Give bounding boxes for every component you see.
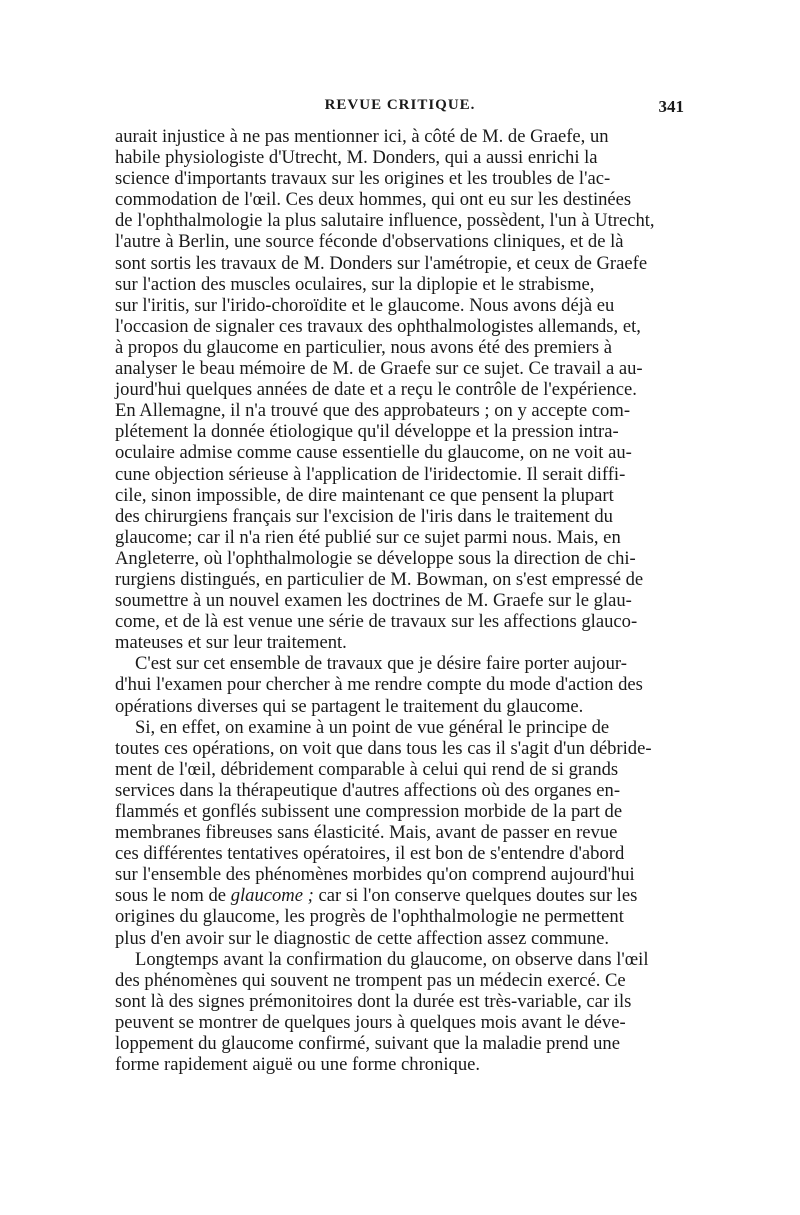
text-line: peuvent se montrer de quelques jours à quelques mois avant le déve- <box>115 1011 626 1033</box>
text-line: plétement la donnée étiologique qu'il développe et la pression intra- <box>115 421 619 443</box>
text-line: sur l'iritis, sur l'irido-choroïdite et le glaucome. Nous avons déjà eu <box>115 294 615 316</box>
text-line: rurgiens distingués, en particulier de M. Bowman, on s'est empressé de <box>115 568 644 590</box>
running-title: REVUE CRITIQUE. <box>324 97 476 113</box>
text-line: des chirurgiens français sur l'excision de l'iris dans le traitement du <box>115 505 613 527</box>
text-line: analyser le beau mémoire de M. de Graefe sur ce sujet. Ce travail a au- <box>115 358 643 380</box>
page-number: 341 <box>658 97 684 116</box>
text-line: Longtemps avant la confirmation du glaucome, on observe dans l'œil <box>135 948 649 970</box>
text-line: opérations diverses qui se partagent le traitement du glaucome. <box>115 695 584 717</box>
text-line: Si, en effet, on examine à un point de vue général le principe de <box>135 716 610 738</box>
paragraph-3 <box>115 717 685 949</box>
text-line: science d'importants travaux sur les origines et les troubles de l'ac- <box>115 168 611 190</box>
text-line: En Allemagne, il n'a trouvé que des approbateurs ; on y accepte com- <box>115 400 631 422</box>
text-line: cile, sinon impossible, de dire maintenant ce que pensent la plupart <box>115 484 614 506</box>
text-line: mateuses et sur leur traitement. <box>115 632 347 654</box>
paragraph-1 <box>115 126 685 653</box>
text-line: come, et de là est venue une série de travaux sur les affections glauco- <box>115 611 638 633</box>
text-line: des phénomènes qui souvent ne trompent pas un médecin exercé. Ce <box>115 969 626 991</box>
text-line: commodation de l'œil. Ces deux hommes, qui ont eu sur les destinées <box>115 189 632 211</box>
text-line: habile physiologiste d'Utrecht, M. Donders, qui a aussi enrichi la <box>115 147 598 169</box>
text-line: sont sortis les travaux de M. Donders sur l'amétropie, et ceux de Graefe <box>115 252 648 274</box>
text-line: à propos du glaucome en particulier, nous avons été des premiers à <box>115 336 612 358</box>
text-line: flammés et gonflés subissent une compression morbide de la part de <box>115 801 623 822</box>
text-line: glaucome; car il n'a rien été publié sur ce sujet parmi nous. Mais, en <box>115 526 621 548</box>
text-line: soumettre à un nouvel examen les doctrines de M. Graefe sur le glau- <box>115 590 632 612</box>
text-line: ces différentes tentatives opératoires, il est bon de s'entendre d'abord <box>115 843 625 865</box>
text-line: de l'ophthalmologie la plus salutaire influence, possèdent, l'un à Utrecht, <box>115 210 655 232</box>
text-line: origines du glaucome, les progrès de l'ophthalmologie ne permettent <box>115 906 624 928</box>
italic-term: glaucome ; <box>230 885 314 907</box>
text-line: aurait injustice à ne pas mentionner ici, à côté de M. de Graefe, un <box>115 126 609 147</box>
text-line: ment de l'œil, débridement comparable à celui qui rend de si grands <box>115 758 619 780</box>
text-line: jourd'hui quelques années de date et a reçu le contrôle de l'expérience. <box>115 379 637 401</box>
text-line: sont là des signes prémonitoires dont la durée est très-variable, car ils <box>115 990 632 1012</box>
text-line: sur l'action des muscles oculaires, sur la diplopie et le strabisme, <box>115 273 595 295</box>
text-line: l'occasion de signaler ces travaux des ophthalmologistes allemands, et, <box>115 315 641 337</box>
text-line: sur l'ensemble des phénomènes morbides qu'on comprend aujourd'hui <box>115 864 635 886</box>
text-fragment: car si l'on conserve quelques doutes sur les <box>313 885 638 907</box>
paragraph-4 <box>115 949 685 1076</box>
text-line-with-italic <box>115 885 685 906</box>
text-line: services dans la thérapeutique d'autres affections où des organes en- <box>115 779 621 801</box>
text-line: Angleterre, où l'ophthalmologie se développe sous la direction de chi- <box>115 547 636 569</box>
text-line: membranes fibreuses sans élasticité. Mais, avant de passer en revue <box>115 822 618 844</box>
text-line: cune objection sérieuse à l'application de l'iridectomie. Il serait diffi- <box>115 463 626 485</box>
text-fragment: sous le nom de <box>115 885 231 907</box>
body-text <box>115 126 685 1075</box>
text-line: loppement du glaucome confirmé, suivant que la maladie prend une <box>115 1033 620 1055</box>
text-line: forme rapidement aiguë ou une forme chronique. <box>115 1054 481 1076</box>
paragraph-2 <box>115 653 685 716</box>
text-line: toutes ces opérations, on voit que dans tous les cas il s'agit d'un débride- <box>115 737 652 759</box>
text-line: plus d'en avoir sur le diagnostic de cette affection assez commune. <box>115 927 610 949</box>
text-line: d'hui l'examen pour chercher à me rendre compte du mode d'action des <box>115 674 643 696</box>
page-header <box>116 97 684 121</box>
text-line: l'autre à Berlin, une source féconde d'observations cliniques, et de là <box>115 231 624 253</box>
text-line: C'est sur cet ensemble de travaux que je désire faire porter aujour- <box>135 653 627 675</box>
text-line: oculaire admise comme cause essentielle du glaucome, on ne voit au- <box>115 442 632 464</box>
